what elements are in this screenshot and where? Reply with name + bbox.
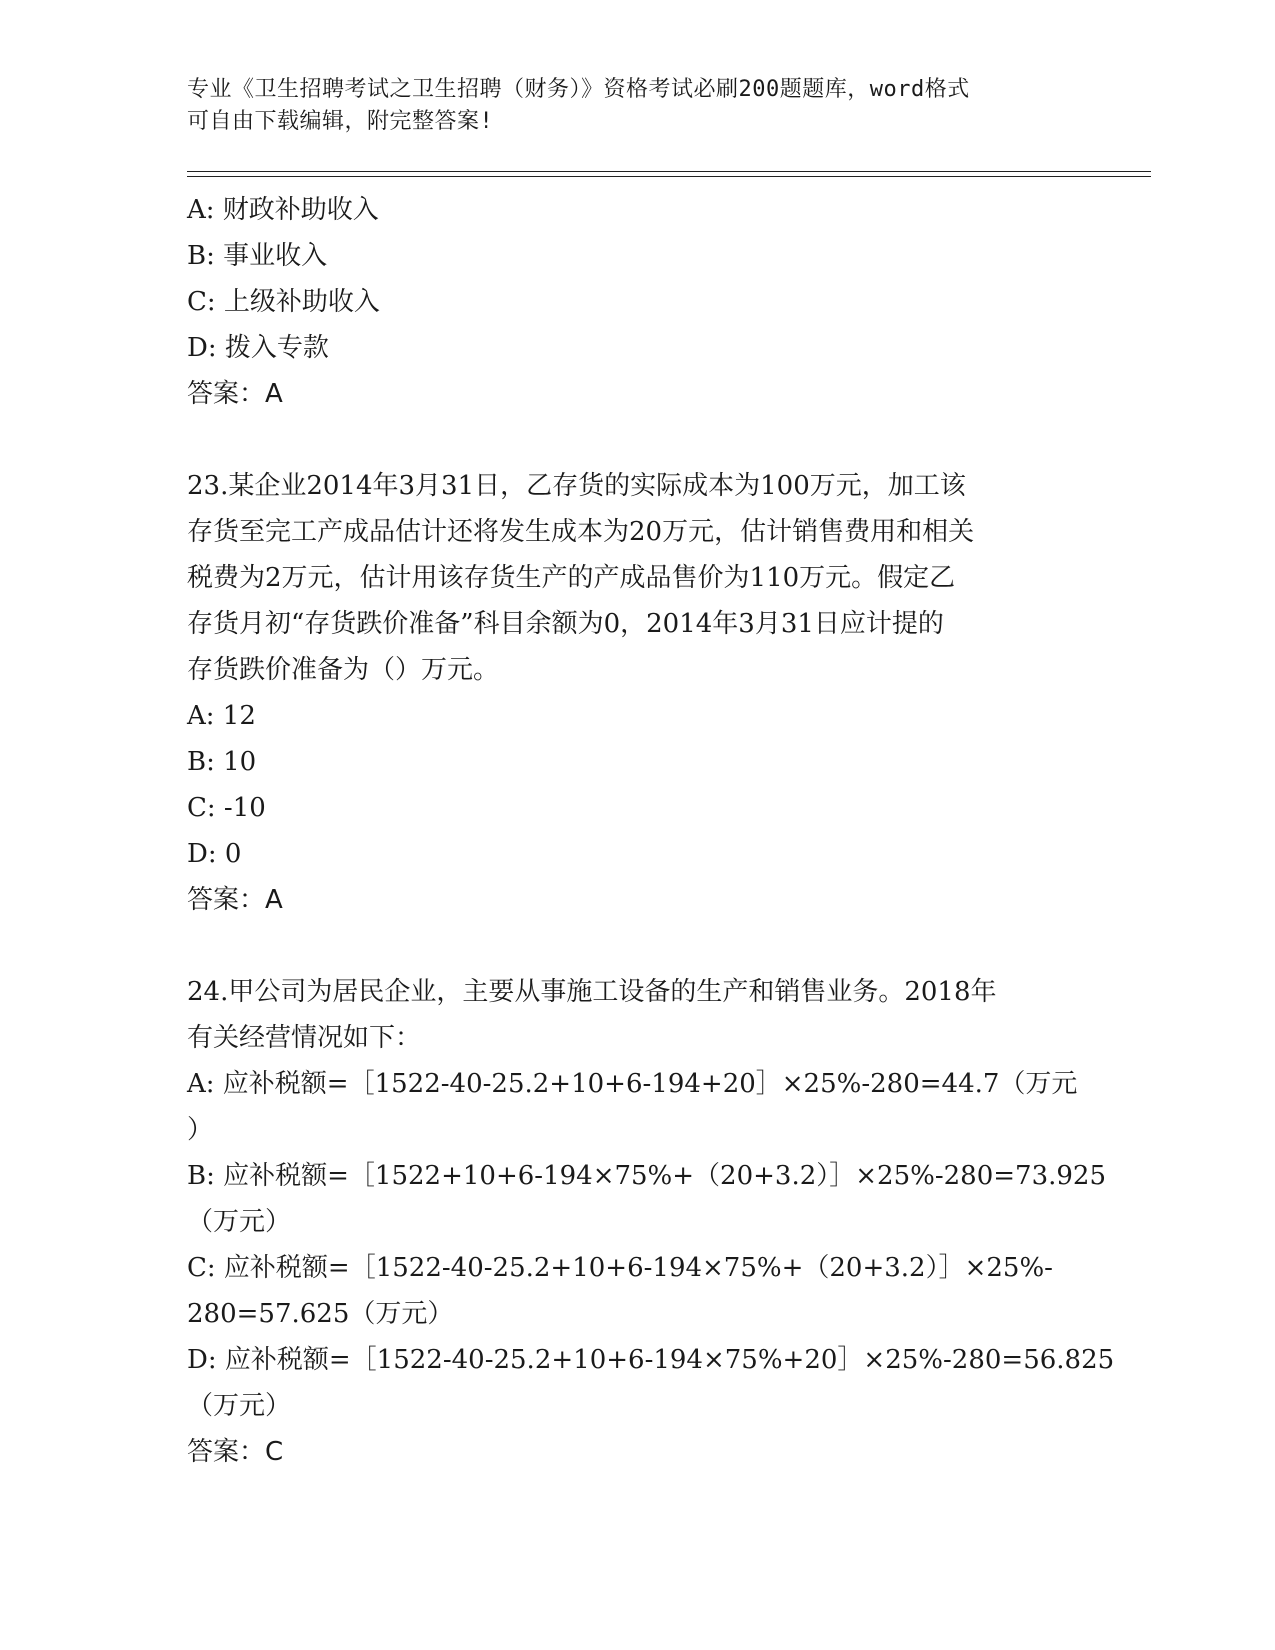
header-line-2: 可自由下载编辑，附完整答案! — [187, 109, 494, 134]
spacer — [187, 923, 1087, 969]
option-c-line-2: 280=57.625（万元） — [187, 1299, 454, 1329]
document-header — [187, 74, 1067, 138]
question-24 — [187, 969, 1115, 1475]
answer: 答案：A — [187, 885, 283, 915]
document-body — [187, 187, 1115, 1475]
option-a-line-2: ） — [187, 1115, 214, 1145]
option-c: C: 上级补助收入 — [187, 287, 380, 317]
question-stem-line: 存货月初“存货跌价准备”科目余额为0，2014年3月31日应计提的 — [187, 609, 944, 639]
question-22 — [187, 187, 1087, 417]
option-d: D: 拨入专款 — [187, 333, 329, 363]
spacer — [187, 417, 1087, 463]
question-stem-line: 存货至完工产成品估计还将发生成本为20万元，估计销售费用和相关 — [187, 517, 975, 547]
option-a: A: 财政补助收入 — [187, 195, 379, 225]
header-rule-top — [187, 171, 1151, 172]
answer: 答案：A — [187, 379, 283, 409]
option-b-line-1: B: 应补税额=［1522+10+6-194×75%+（20+3.2）］×25%-280=73.925 — [187, 1161, 1107, 1191]
option-c: C: -10 — [187, 793, 266, 823]
option-a: A: 12 — [187, 701, 256, 731]
option-d: D: 0 — [187, 839, 242, 869]
question-stem-line: 23.某企业2014年3月31日，乙存货的实际成本为100万元，加工该 — [187, 471, 966, 501]
option-a-line-1: A: 应补税额=［1522-40-25.2+10+6-194+20］×25%-280=44.7（万元 — [187, 1069, 1078, 1099]
header-rule-bottom — [187, 176, 1151, 177]
option-b: B: 10 — [187, 747, 257, 777]
answer: 答案：C — [187, 1437, 284, 1467]
question-stem-line: 24.甲公司为居民企业，主要从事施工设备的生产和销售业务。2018年 — [187, 977, 997, 1007]
question-23 — [187, 463, 1087, 923]
option-b-line-2: （万元） — [187, 1207, 292, 1237]
question-stem-line: 有关经营情况如下： — [187, 1023, 422, 1053]
option-c-line-1: C: 应补税额=［1522-40-25.2+10+6-194×75%+（20+3.2）］×25%- — [187, 1253, 1053, 1283]
option-d-line-1: D: 应补税额=［1522-40-25.2+10+6-194×75%+20］×25%-280=56.825 — [187, 1345, 1115, 1375]
option-b: B: 事业收入 — [187, 241, 328, 271]
question-stem-line: 税费为2万元，估计用该存货生产的产成品售价为110万元。假定乙 — [187, 563, 956, 593]
option-d-line-2: （万元） — [187, 1391, 292, 1421]
question-stem-line: 存货跌价准备为（）万元。 — [187, 655, 500, 685]
header-line-1: 专业《卫生招聘考试之卫生招聘（财务）》资格考试必刷200题题库，word格式 — [187, 77, 970, 102]
